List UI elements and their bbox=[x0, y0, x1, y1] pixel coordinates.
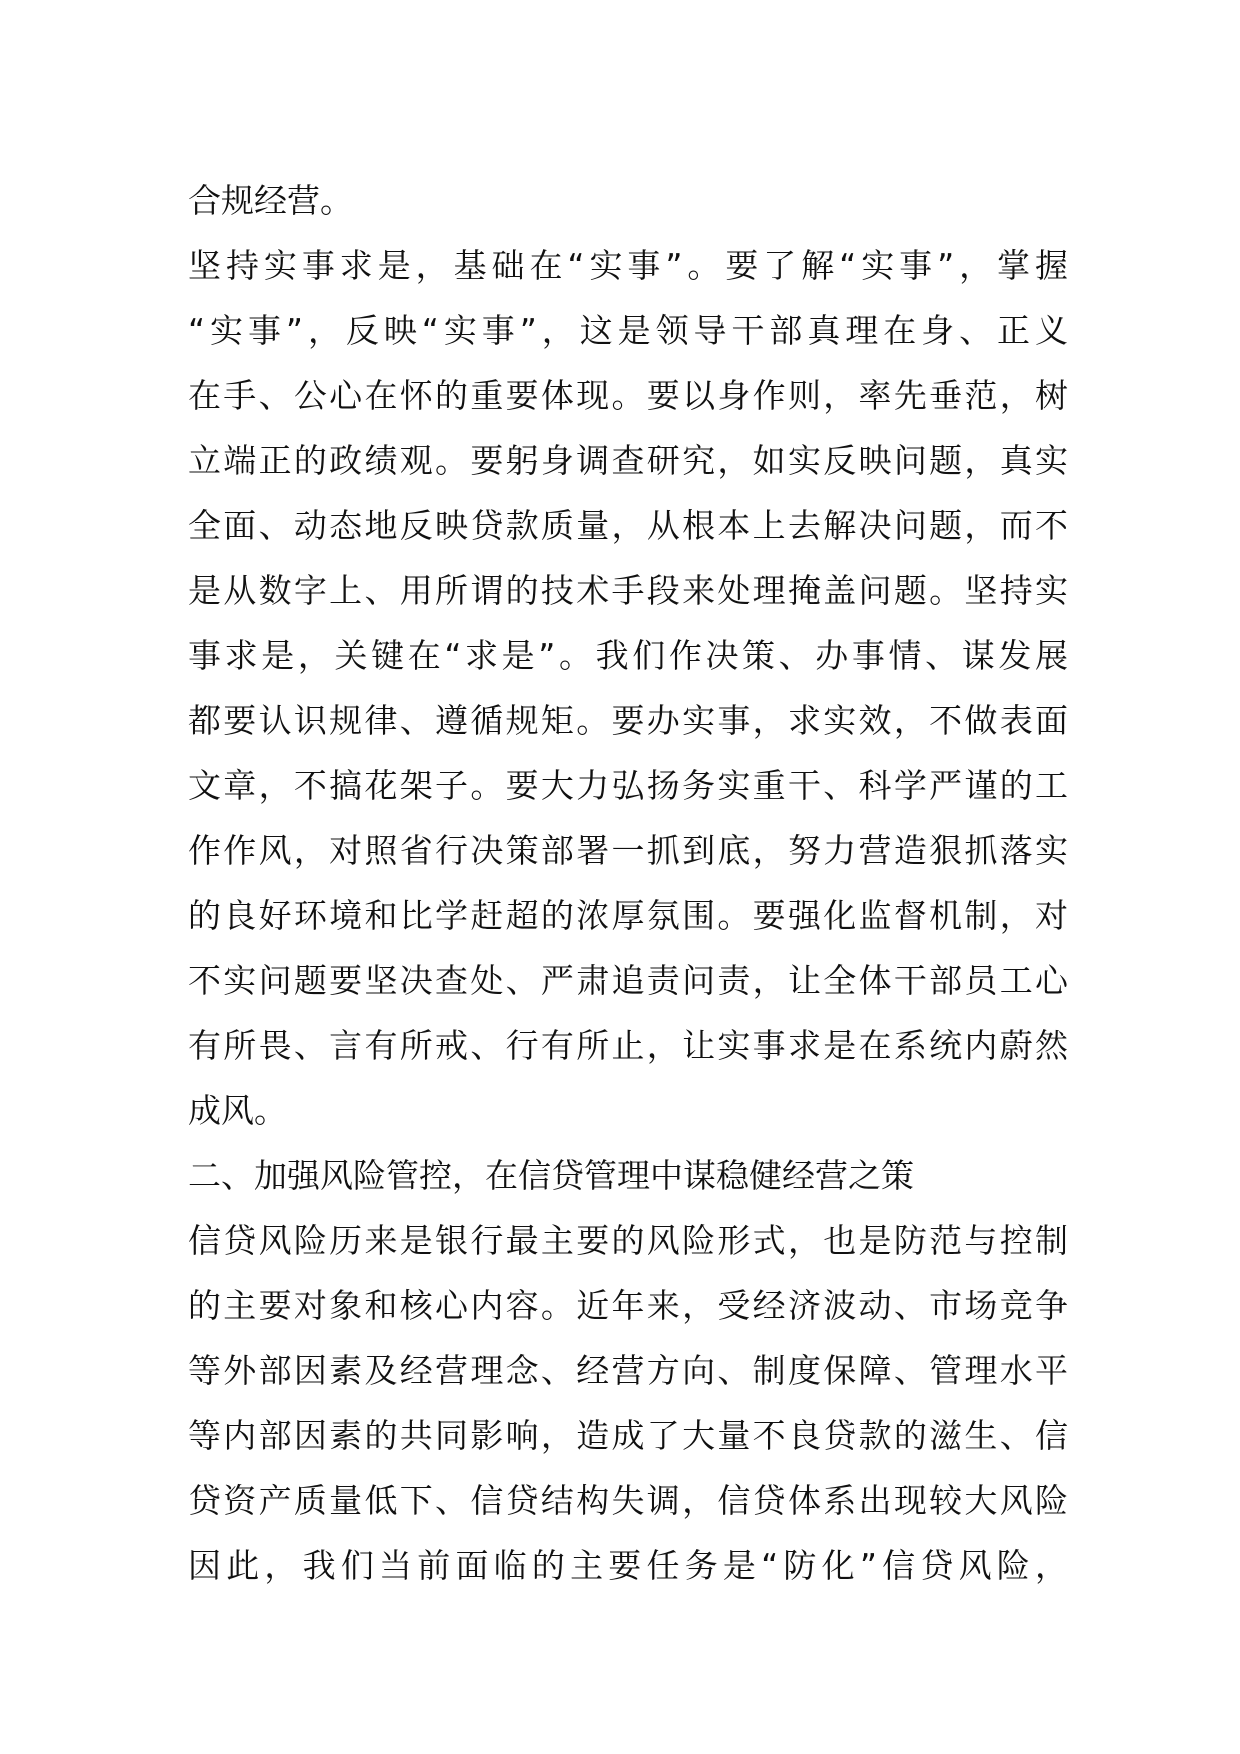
text-line: 的良好环境和比学赶超的浓厚氛围。要强化监督机制，对 bbox=[188, 896, 1068, 935]
text-line: 坚持实事求是，基础在“实事”。要了解“实事”，掌握 bbox=[188, 246, 1068, 285]
section-heading: 二、加强风险管控，在信贷管理中谋稳健经营之策 bbox=[188, 1156, 914, 1195]
text-line: 有所畏、言有所戒、行有所止，让实事求是在系统内蔚然 bbox=[188, 1026, 1068, 1065]
text-line: 贷资产质量低下、信贷结构失调，信贷体系出现较大风险 bbox=[188, 1481, 1068, 1520]
text-line: 文章，不搞花架子。要大力弘扬务实重干、科学严谨的工 bbox=[188, 766, 1068, 805]
text-line: 立端正的政绩观。要躬身调查研究，如实反映问题，真实 bbox=[188, 441, 1068, 480]
text-line: 的主要对象和核心内容。近年来，受经济波动、市场竞争 bbox=[188, 1286, 1068, 1325]
body-text bbox=[188, 168, 1068, 1598]
text-line: 在手、公心在怀的重要体现。要以身作则，率先垂范，树 bbox=[188, 376, 1068, 415]
text-line: 事求是，关键在“求是”。我们作决策、办事情、谋发展 bbox=[188, 636, 1068, 675]
text-line: 等内部因素的共同影响，造成了大量不良贷款的滋生、信 bbox=[188, 1416, 1068, 1455]
text-line: 信贷风险历来是银行最主要的风险形式，也是防范与控制 bbox=[188, 1221, 1068, 1260]
text-line: 是从数字上、用所谓的技术手段来处理掩盖问题。坚持实 bbox=[188, 571, 1068, 610]
text-line: “实事”，反映“实事”，这是领导干部真理在身、正义 bbox=[188, 311, 1068, 350]
text-line: 因此，我们当前面临的主要任务是“防化”信贷风险， bbox=[188, 1546, 1068, 1585]
text-line: 合规经营。 bbox=[188, 181, 353, 220]
text-line: 作作风，对照省行决策部署一抓到底，努力营造狠抓落实 bbox=[188, 831, 1068, 870]
text-line: 全面、动态地反映贷款质量，从根本上去解决问题，而不 bbox=[188, 506, 1068, 545]
text-line: 成风。 bbox=[188, 1091, 287, 1130]
text-line: 不实问题要坚决查处、严肃追责问责，让全体干部员工心 bbox=[188, 961, 1068, 1000]
text-line: 等外部因素及经营理念、经营方向、制度保障、管理水平 bbox=[188, 1351, 1068, 1390]
text-line: 都要认识规律、遵循规矩。要办实事，求实效，不做表面 bbox=[188, 701, 1068, 740]
